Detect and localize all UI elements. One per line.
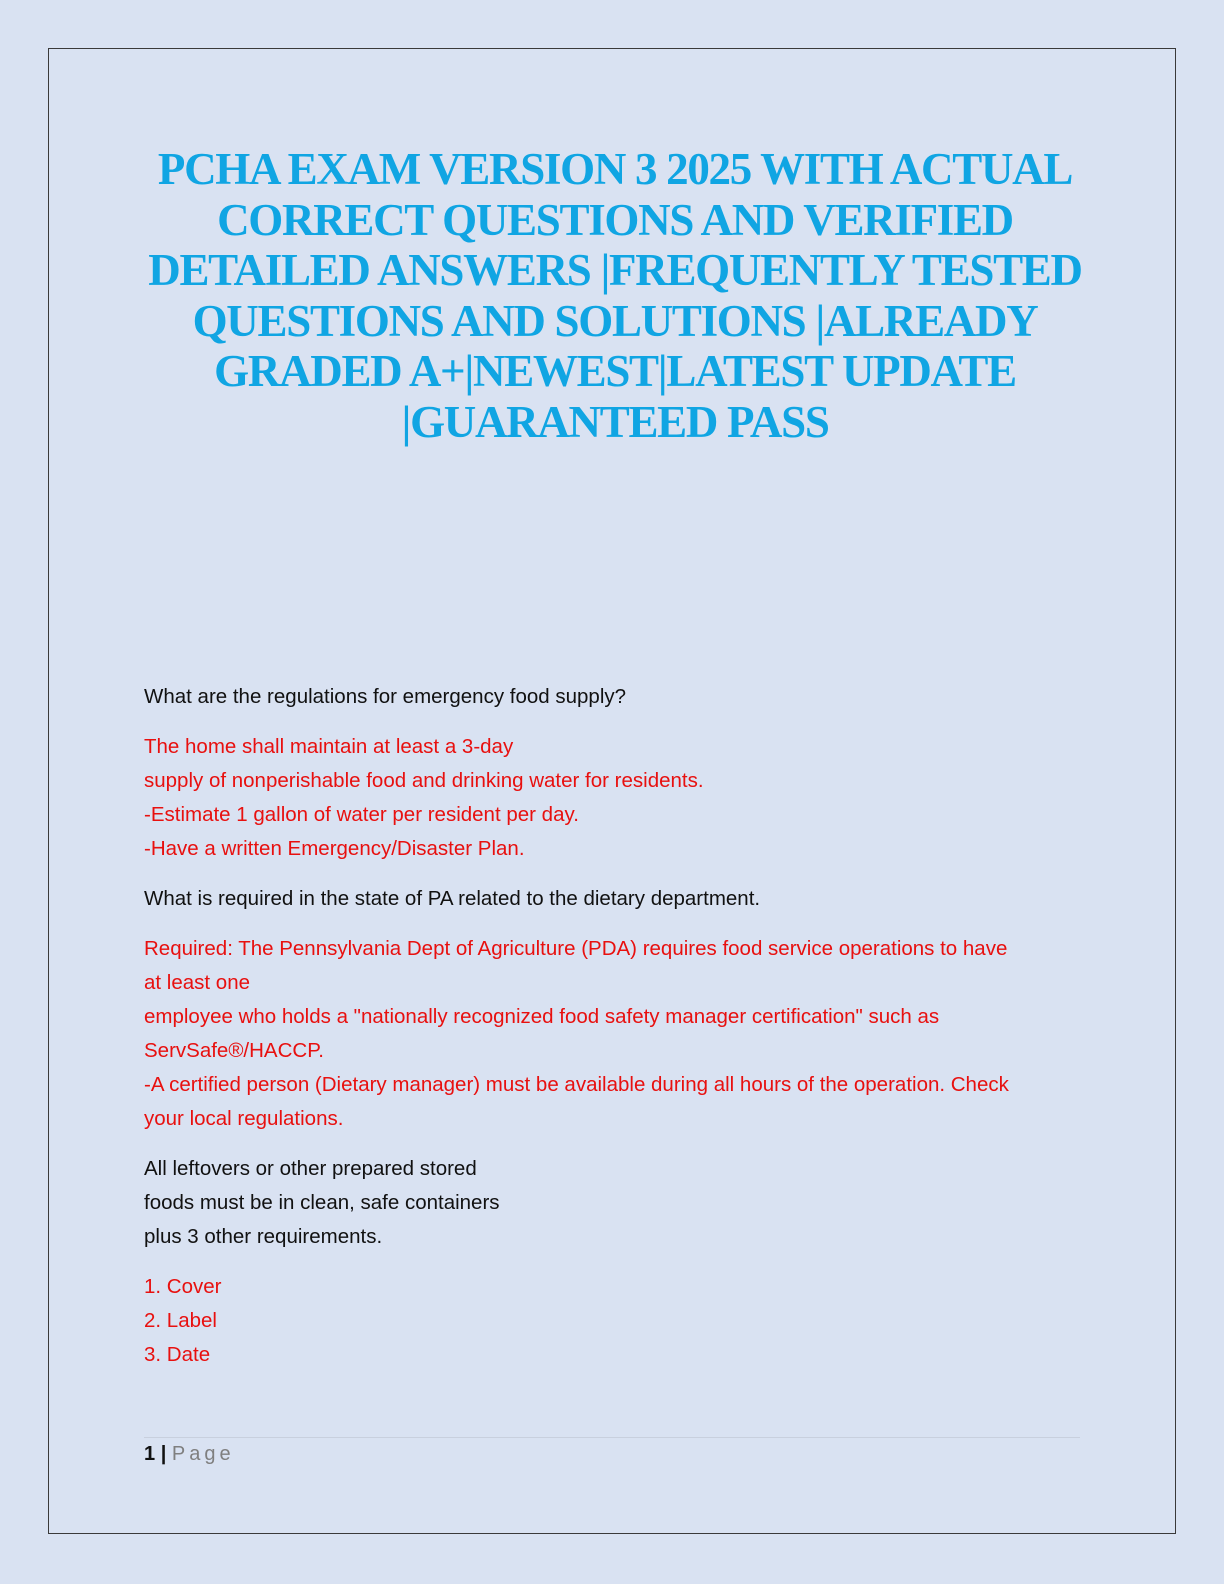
answer-1 [144,730,1084,866]
answer-line: The home shall maintain at least a 3-day [144,735,514,758]
page-separator: | [160,1443,167,1465]
answer-line: 3. Date [144,1343,211,1366]
answer-3 [144,1270,1084,1372]
question-2 [144,882,1084,916]
footer-divider [144,1437,1080,1438]
question-line: foods must be in clean, safe containers [144,1191,500,1214]
question-1 [144,680,1084,714]
page-footer [144,1440,235,1468]
answer-line: Required: The Pennsylvania Dept of Agriculture (PDA) requires food service operations to have [144,937,1008,960]
answer-line: 2. Label [144,1309,217,1332]
answer-line: employee who holds a "nationally recognized food safety manager certification" such as [144,1005,940,1028]
document-title [120,144,1110,447]
title-line: GRADED A+|NEWEST|LATEST UPDATE [214,346,1016,396]
answer-line: at least one [144,971,250,994]
answer-2 [144,932,1084,1136]
question-3 [144,1152,1084,1254]
title-line: PCHA EXAM VERSION 3 2025 WITH ACTUAL [157,144,1073,194]
title-line: QUESTIONS AND SOLUTIONS |ALREADY [192,295,1038,346]
question-line: All leftovers or other prepared stored [144,1157,477,1180]
question-line: What are the regulations for emergency food supply? [144,685,627,708]
qa-content [144,680,1084,1388]
question-line: plus 3 other requirements. [144,1225,383,1248]
answer-line: supply of nonperishable food and drinking water for residents. [144,769,704,792]
answer-line: your local regulations. [144,1107,344,1130]
page-label: Page [171,1443,235,1465]
answer-line: ServSafe®/HACCP. [144,1039,324,1062]
title-line: DETAILED ANSWERS |FREQUENTLY TESTED [148,245,1082,295]
answer-line: -Estimate 1 gallon of water per resident per day. [144,803,579,826]
answer-line: -Have a written Emergency/Disaster Plan. [144,837,525,860]
page-number: 1 [144,1443,156,1465]
title-line: |GUARANTEED PASS [401,396,829,447]
answer-line: -A certified person (Dietary manager) must be available during all hours of the operation. Check [144,1073,1009,1096]
answer-line: 1. Cover [144,1275,222,1298]
title-line: CORRECT QUESTIONS AND VERIFIED [217,194,1013,245]
question-line: What is required in the state of PA related to the dietary department. [144,887,761,910]
